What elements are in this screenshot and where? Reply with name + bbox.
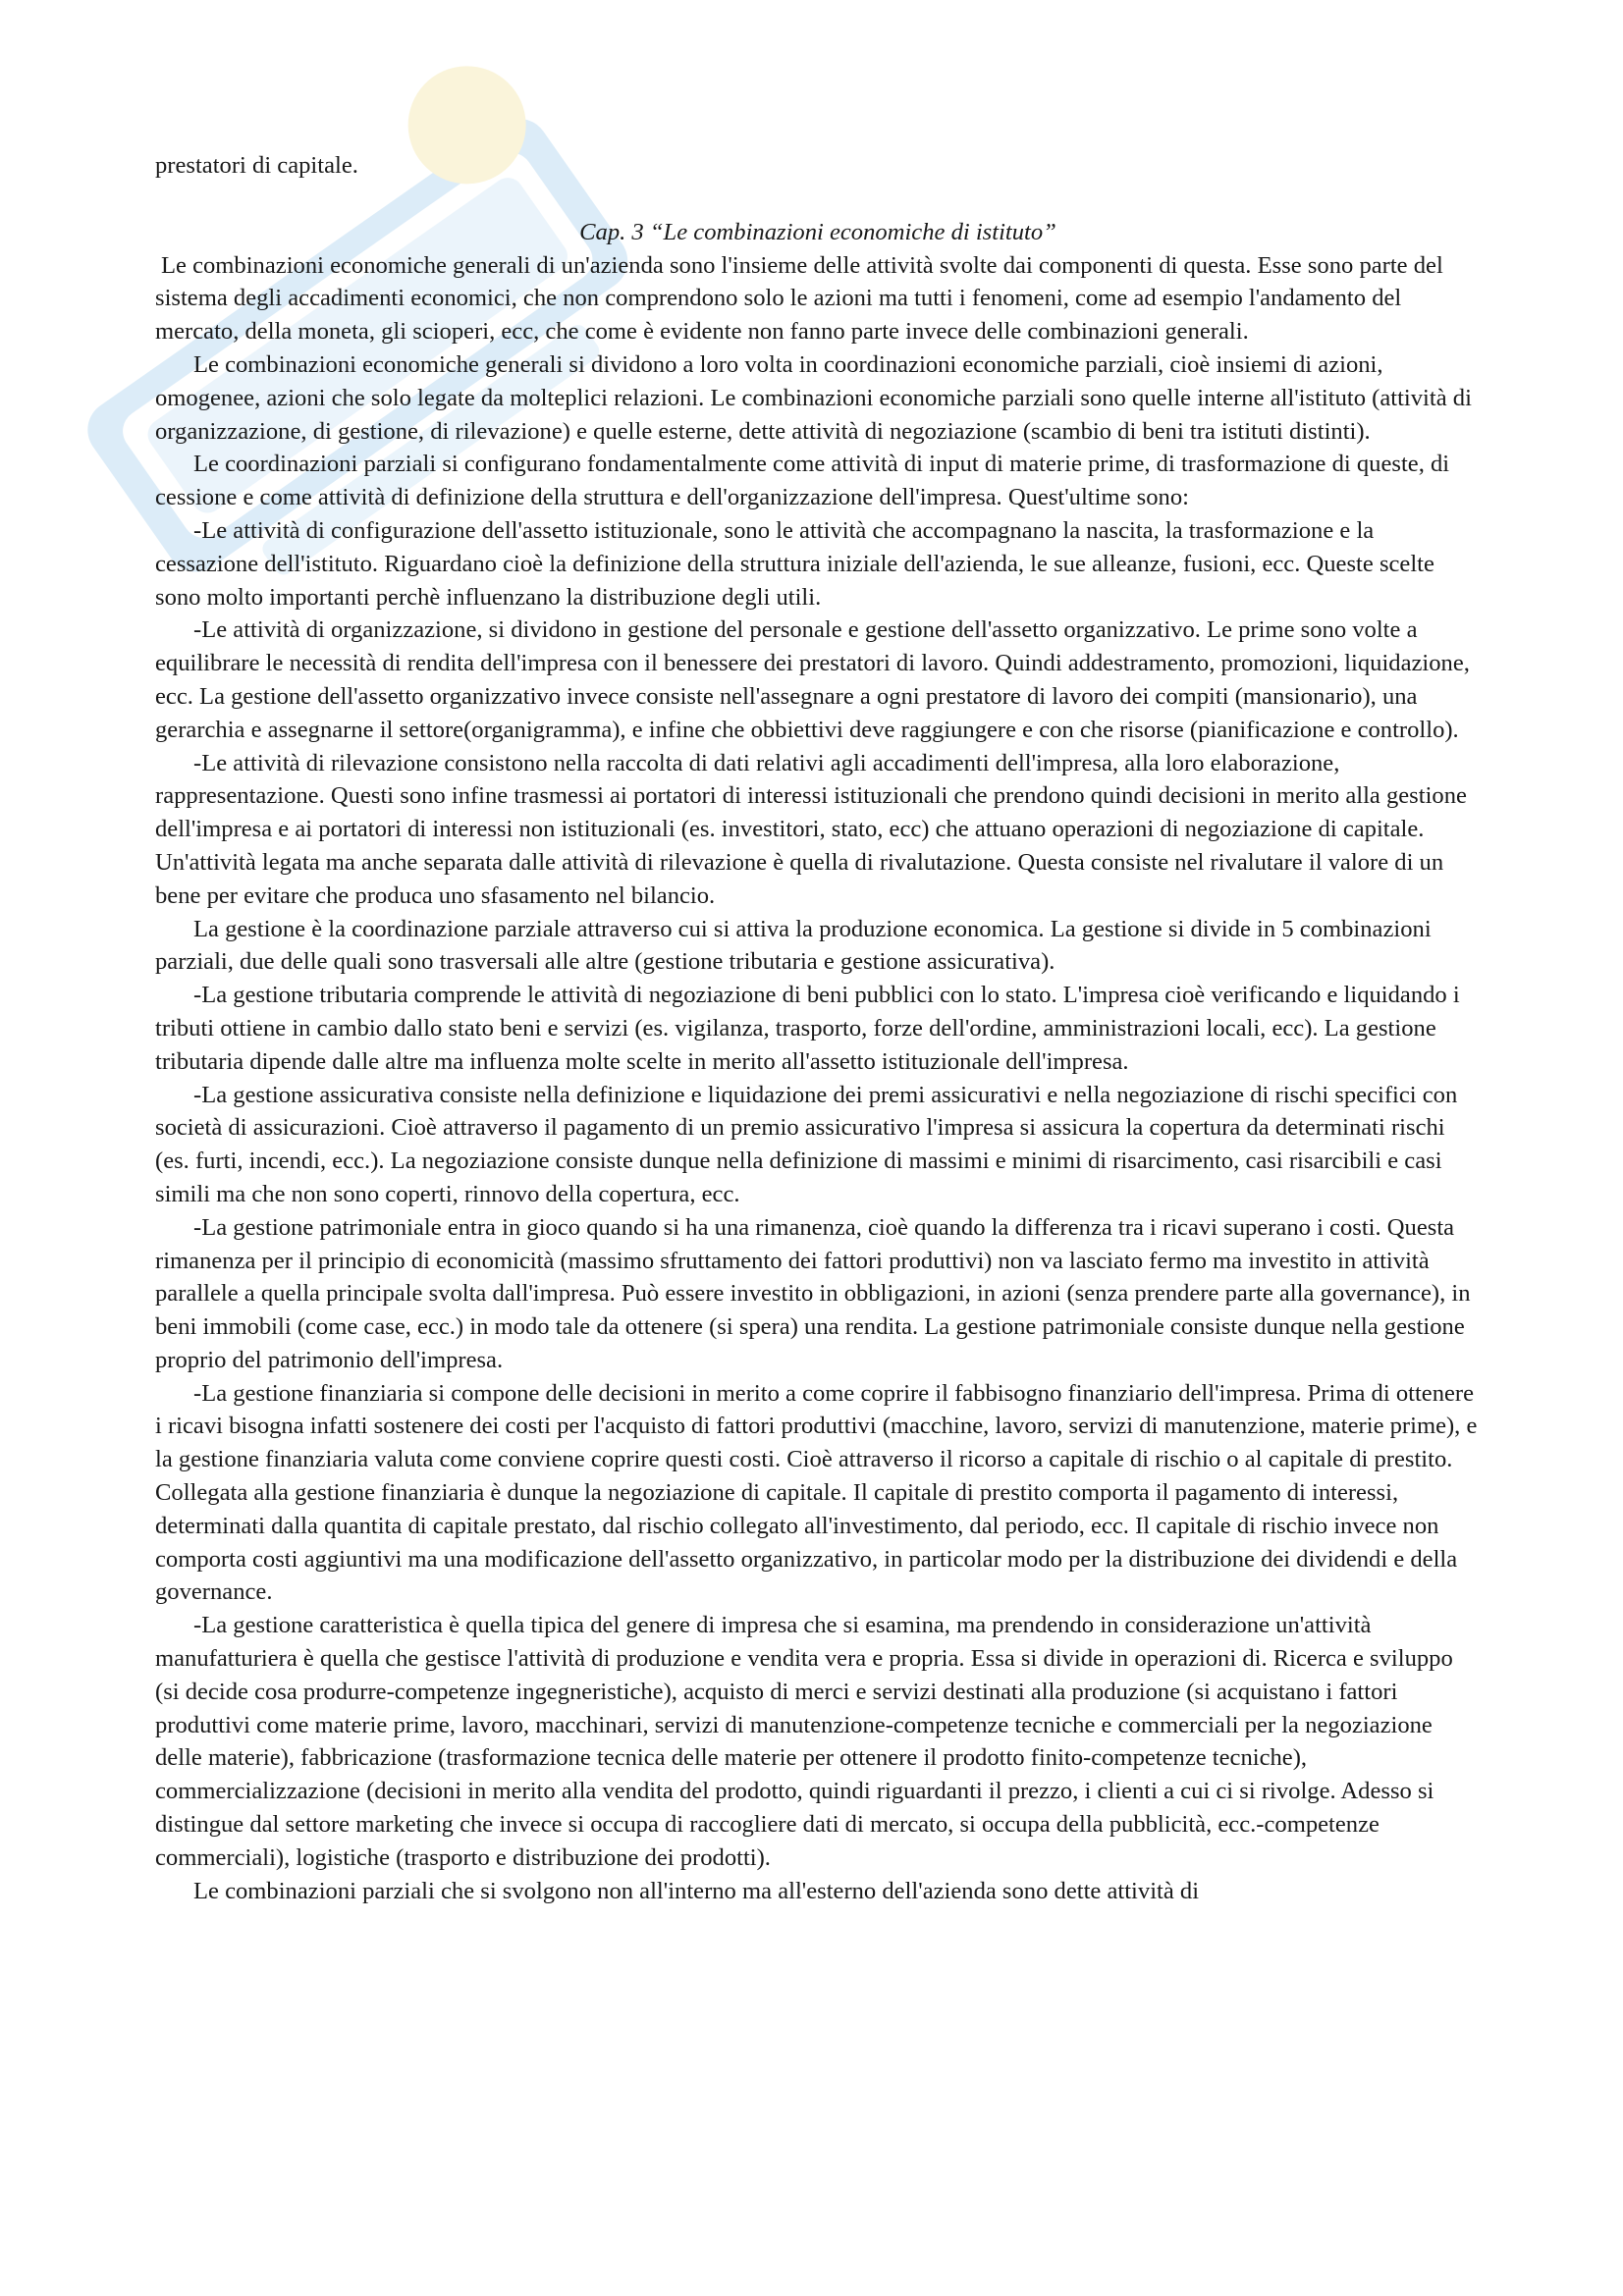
paragraph: -La gestione tributaria comprende le attività di negoziazione di beni pubblici con lo stato. L'impresa cioè verificando e liquidando i tributi ottiene in cambio dallo stato beni e servizi (es. vigilanza, trasporto, forze dell'ordine, amministrazioni locali, ecc). La gestione tributaria dipende dalle altre ma influenza molte scelte in merito all'assetto istituzionale dell'impresa.	[155, 982, 1460, 1075]
document-body	[155, 149, 1481, 1907]
paragraph: -La gestione assicurativa consiste nella definizione e liquidazione dei premi assicurativi e nella negoziazione di rischi specifici con società di assicurazioni. Cioè attraverso il pagamento di un premio assicurativo l'impresa si assicura la copertura da determinati rischi (es. furti, incendi, ecc.). La negoziazione consiste dunque nella definizione di massimi e minimi di risarcimento, casi risarcibili e casi simili ma che non sono coperti, rinnovo della copertura, ecc.	[155, 1081, 1458, 1207]
chapter-title: Cap. 3 “Le combinazioni economiche di istituto”	[579, 218, 1056, 245]
paragraph: Le combinazioni parziali che si svolgono non all'interno ma all'esterno dell'azienda sono dette attività di	[193, 1877, 1200, 1904]
paragraph: -La gestione caratteristica è quella tipica del genere di impresa che si esamina, ma prendendo in considerazione un'attività manufatturiera è quella che gestisce l'attività di produzione e vendita vera e propria. Essa si divide in operazioni di. Ricerca e sviluppo (si decide cosa produrre-competenze ingegneristiche), acquisto di merci e servizi destinati alla produzione (si acquistano i fattori produttivi come materie prime, lavoro, macchinari, servizi di manutenzione-competenze tecniche e commerciali per la negoziazione delle materie), fabbricazione (trasformazione tecnica delle materie per ottenere il prodotto finito-competenze tecniche), commercializzazione (decisioni in merito alla vendita del prodotto, quindi riguardanti il prezzo, i clienti a cui ci si rivolge. Adesso si distingue dal settore marketing che invece si occupa di raccogliere dati di mercato, si occupa della pubblicità, ecc.-competenze commerciali), logistiche (trasporto e distribuzione dei prodotti).	[155, 1612, 1453, 1871]
paragraph: La gestione è la coordinazione parziale attraverso cui si attiva la produzione economica. La gestione si divide in 5 combinazioni parziali, due delle quali sono trasversali alle altre (gestione tributaria e gestione assicurativa).	[155, 915, 1432, 976]
paragraph: Le coordinazioni parziali si configurano fondamentalmente come attività di input di materie prime, di trasformazione di queste, di cessione e come attività di definizione della struttura e dell'organizzazione dell'impresa. Quest'ultime sono:	[155, 451, 1450, 511]
paragraph: Le combinazioni economiche generali di un'azienda sono l'insieme delle attività svolte dai componenti di questa. Esse sono parte del sistema degli accadimenti economici, che non comprendono solo le azioni ma tutti i fenomeni, come ad esempio l'andamento del mercato, della moneta, gli scioperi, ecc, che come è evidente non fanno parte invece delle combinazioni generali.	[155, 251, 1443, 346]
spacer	[155, 183, 1481, 216]
paragraph: -Le attività di configurazione dell'assetto istituzionale, sono le attività che accompagnano la nascita, la trasformazione e la cessazione dell'istituto. Riguardano cioè la definizione della struttura iniziale dell'azienda, le sue alleanze, fusioni, ecc. Queste scelte sono molto importanti perchè influenzano la distribuzione degli utili.	[155, 516, 1434, 611]
paragraph: -La gestione finanziaria si compone delle decisioni in merito a come coprire il fabbisogno finanziario dell'impresa. Prima di ottenere i ricavi bisogna infatti sostenere dei costi per l'acquisto di fattori produttivi (macchine, lavoro, servizi di manutenzione, materie prime), e la gestione finanziaria valuta come conviene coprire questi costi. Cioè attraverso il ricorso a capitale di rischio o al capitale di prestito. Collegata alla gestione finanziaria è dunque la negoziazione di capitale. Il capitale di prestito comporta il pagamento di interessi, determinati dalla quantita di capitale prestato, dal rischio collegato all'investimento, dal periodo, ecc. Il capitale di rischio invece non comporta costi aggiuntivi ma una modificazione dell'assetto organizzativo, in particolar modo per la distribuzione dei dividendi e della governance.	[155, 1379, 1478, 1606]
paragraph: Le combinazioni economiche generali si dividono a loro volta in coordinazioni economiche parziali, cioè insiemi di azioni, omogenee, azioni che solo legate da molteplici relazioni. Le combinazioni economiche parziali sono quelle interne all'istituto (attività di organizzazione, di gestione, di rilevazione) e quelle esterne, dette attività di negoziazione (scambio di beni tra istituti distinti).	[155, 350, 1472, 445]
paragraph: -Le attività di rilevazione consistono nella raccolta di dati relativi agli accadimenti dell'impresa, alla loro elaborazione, rappresentazione. Questi sono infine trasmessi ai portatori di interessi istituzionali che prendono quindi decisioni in merito alla gestione dell'impresa e ai portatori di interessi non istituzionali (es. investitori, stato, ecc) che attuano operazioni di negoziazione di capitale. Un'attività legata ma anche separata dalle attività di rilevazione è quella di rivalutazione. Questa consiste nel rivalutare il valore di un bene per evitare che produca uno sfasamento nel bilancio.	[155, 749, 1467, 909]
lead-line: prestatori di capitale.	[155, 152, 358, 179]
paragraph: -Le attività di organizzazione, si dividono in gestione del personale e gestione dell'assetto organizzativo. Le prime sono volte a equilibrare le necessità di rendita dell'impresa con il benessere dei prestatori di lavoro. Quindi addestramento, promozioni, liquidazione, ecc. La gestione dell'assetto organizzativo invece consiste nell'assegnare a ogni prestatore di lavoro dei compiti (mansionario), una gerarchia e assegnarne il settore(organigramma), e infine che obbiettivi deve raggiungere e con che risorse (pianificazione e controllo).	[155, 616, 1470, 743]
paragraph: -La gestione patrimoniale entra in gioco quando si ha una rimanenza, cioè quando la differenza tra i ricavi superano i costi. Questa rimanenza per il principio di economicità (massimo sfruttamento dei fattori produttivi) non va lasciato fermo ma investito in attività parallele a quella principale svolta dall'impresa. Può essere investito in obbligazioni, in azioni (senza prendere parte alla governance), in beni immobili (come case, ecc.) in modo tale da ottenere (si spera) una rendita. La gestione patrimoniale consiste dunque nella gestione proprio del patrimonio dell'impresa.	[155, 1213, 1471, 1373]
